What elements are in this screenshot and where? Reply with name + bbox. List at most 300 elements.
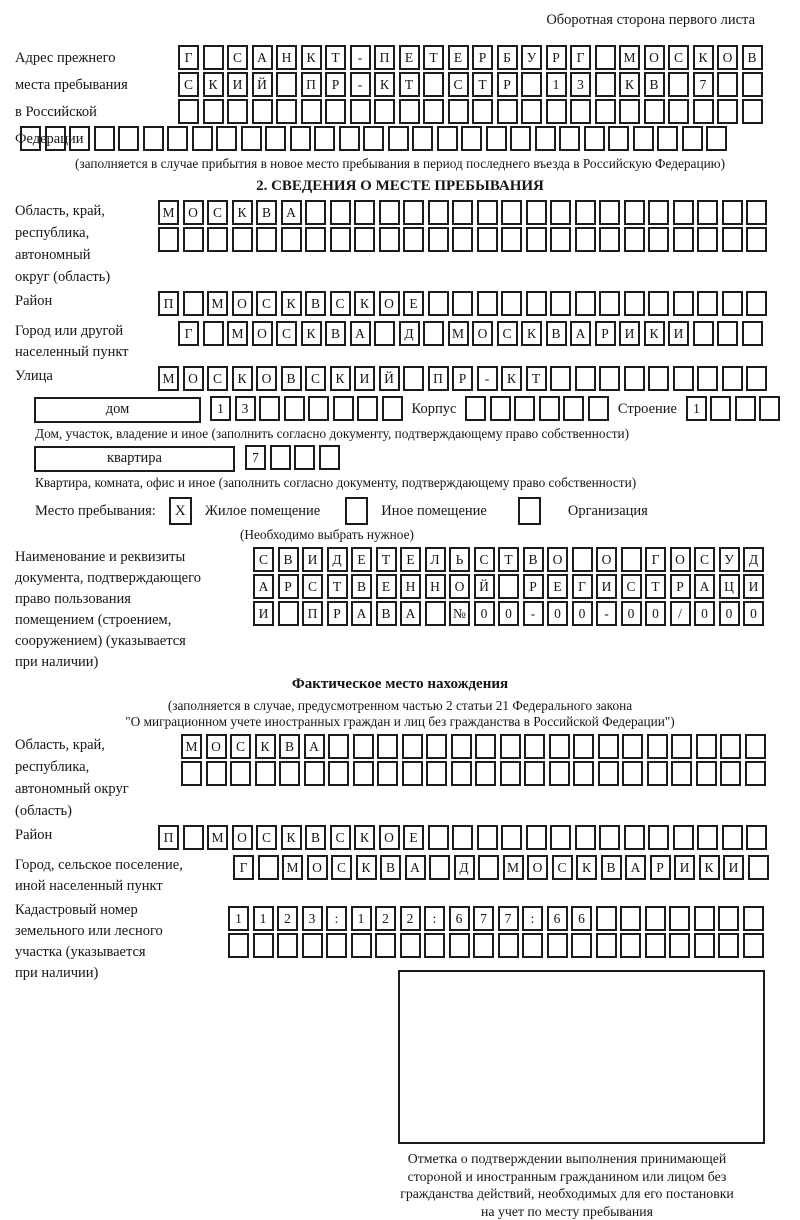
char-box[interactable] [302, 933, 323, 958]
char-box[interactable] [424, 933, 445, 958]
char-box[interactable] [595, 45, 616, 70]
char-box[interactable]: : [424, 906, 445, 931]
char-box[interactable] [619, 99, 640, 124]
char-box[interactable] [354, 200, 375, 225]
char-box[interactable]: Н [276, 45, 297, 70]
char-box[interactable] [697, 366, 718, 391]
char-box[interactable] [624, 366, 645, 391]
char-box[interactable] [539, 396, 560, 421]
char-box[interactable]: К [330, 366, 351, 391]
char-box[interactable]: 0 [645, 601, 666, 626]
char-box[interactable] [452, 200, 473, 225]
char-box[interactable] [278, 601, 299, 626]
char-box[interactable] [526, 825, 547, 850]
char-box[interactable]: К [354, 291, 375, 316]
char-box[interactable]: 3 [235, 396, 256, 421]
char-box[interactable]: К [203, 72, 224, 97]
char-box[interactable] [706, 126, 727, 151]
char-box[interactable]: В [523, 547, 544, 572]
char-box[interactable]: А [304, 734, 325, 759]
char-box[interactable] [426, 761, 447, 786]
char-box[interactable] [325, 99, 346, 124]
char-box[interactable]: И [674, 855, 695, 880]
char-box[interactable] [648, 200, 669, 225]
char-box[interactable] [550, 825, 571, 850]
char-box[interactable] [379, 200, 400, 225]
char-box[interactable] [745, 761, 766, 786]
char-box[interactable] [319, 445, 340, 470]
char-box[interactable]: С [207, 366, 228, 391]
char-box[interactable] [374, 99, 395, 124]
dom-type-box[interactable]: дом [34, 397, 201, 423]
char-box[interactable] [717, 72, 738, 97]
char-box[interactable]: Г [178, 45, 199, 70]
char-box[interactable] [550, 200, 571, 225]
char-box[interactable] [500, 761, 521, 786]
char-box[interactable]: - [523, 601, 544, 626]
char-box[interactable] [118, 126, 139, 151]
char-box[interactable]: Е [448, 45, 469, 70]
char-box[interactable]: 7 [498, 906, 519, 931]
char-box[interactable]: Г [572, 574, 593, 599]
char-box[interactable]: Д [743, 547, 764, 572]
char-box[interactable] [599, 825, 620, 850]
char-box[interactable] [748, 855, 769, 880]
char-box[interactable]: А [400, 601, 421, 626]
char-box[interactable] [598, 761, 619, 786]
char-box[interactable]: 3 [302, 906, 323, 931]
char-box[interactable]: 1 [210, 396, 231, 421]
char-box[interactable] [697, 291, 718, 316]
char-box[interactable] [599, 366, 620, 391]
char-box[interactable]: М [207, 825, 228, 850]
char-box[interactable]: С [302, 574, 323, 599]
char-box[interactable] [647, 761, 668, 786]
char-box[interactable]: Г [178, 321, 199, 346]
char-box[interactable] [473, 933, 494, 958]
char-box[interactable] [501, 825, 522, 850]
char-box[interactable]: М [207, 291, 228, 316]
char-box[interactable]: Р [452, 366, 473, 391]
char-box[interactable] [673, 227, 694, 252]
char-box[interactable] [722, 291, 743, 316]
char-box[interactable] [571, 933, 592, 958]
char-box[interactable] [717, 99, 738, 124]
char-box[interactable]: П [428, 366, 449, 391]
char-box[interactable] [412, 126, 433, 151]
char-box[interactable]: М [619, 45, 640, 70]
char-box[interactable]: К [356, 855, 377, 880]
char-box[interactable] [377, 734, 398, 759]
char-box[interactable]: 1 [228, 906, 249, 931]
char-box[interactable] [284, 396, 305, 421]
char-box[interactable]: С [448, 72, 469, 97]
char-box[interactable] [388, 126, 409, 151]
char-box[interactable] [183, 825, 204, 850]
char-box[interactable] [549, 734, 570, 759]
char-box[interactable]: К [501, 366, 522, 391]
char-box[interactable] [203, 99, 224, 124]
char-box[interactable] [326, 933, 347, 958]
char-box[interactable]: 1 [253, 906, 274, 931]
char-box[interactable] [742, 321, 763, 346]
char-box[interactable]: О [379, 825, 400, 850]
char-box[interactable]: В [325, 321, 346, 346]
char-box[interactable]: К [301, 321, 322, 346]
char-box[interactable]: М [158, 366, 179, 391]
char-box[interactable]: К [354, 825, 375, 850]
char-box[interactable] [718, 906, 739, 931]
char-box[interactable]: Е [400, 547, 421, 572]
char-box[interactable] [452, 227, 473, 252]
char-box[interactable] [550, 366, 571, 391]
char-box[interactable]: О [527, 855, 548, 880]
char-box[interactable]: И [668, 321, 689, 346]
char-box[interactable] [279, 761, 300, 786]
char-box[interactable]: О [644, 45, 665, 70]
char-box[interactable]: С [305, 366, 326, 391]
char-box[interactable]: В [351, 574, 372, 599]
char-box[interactable]: С [276, 321, 297, 346]
char-box[interactable]: 7 [473, 906, 494, 931]
char-box[interactable]: Д [454, 855, 475, 880]
char-box[interactable] [547, 933, 568, 958]
char-box[interactable] [305, 227, 326, 252]
char-box[interactable] [437, 126, 458, 151]
char-box[interactable]: Р [595, 321, 616, 346]
char-box[interactable]: В [644, 72, 665, 97]
char-box[interactable] [230, 761, 251, 786]
char-box[interactable] [620, 933, 641, 958]
char-box[interactable] [423, 72, 444, 97]
char-box[interactable] [465, 396, 486, 421]
char-box[interactable] [382, 396, 403, 421]
char-box[interactable] [745, 734, 766, 759]
char-box[interactable] [374, 321, 395, 346]
char-box[interactable] [673, 291, 694, 316]
char-box[interactable] [697, 825, 718, 850]
char-box[interactable]: 1 [686, 396, 707, 421]
char-box[interactable] [644, 99, 665, 124]
char-box[interactable]: О [256, 366, 277, 391]
char-box[interactable] [192, 126, 213, 151]
char-box[interactable]: О [547, 547, 568, 572]
char-box[interactable]: Л [425, 547, 446, 572]
char-box[interactable]: С [178, 72, 199, 97]
char-box[interactable] [510, 126, 531, 151]
char-box[interactable]: Т [526, 366, 547, 391]
char-box[interactable] [252, 99, 273, 124]
char-box[interactable]: Р [472, 45, 493, 70]
char-box[interactable] [633, 126, 654, 151]
char-box[interactable] [206, 761, 227, 786]
char-box[interactable] [498, 574, 519, 599]
char-box[interactable] [694, 906, 715, 931]
char-box[interactable] [550, 227, 571, 252]
char-box[interactable] [403, 227, 424, 252]
char-box[interactable]: Е [403, 825, 424, 850]
char-box[interactable]: К [255, 734, 276, 759]
char-box[interactable] [521, 99, 542, 124]
char-box[interactable] [256, 227, 277, 252]
char-box[interactable]: И [253, 601, 274, 626]
char-box[interactable] [599, 291, 620, 316]
char-box[interactable] [377, 761, 398, 786]
char-box[interactable] [746, 200, 767, 225]
char-box[interactable] [697, 227, 718, 252]
char-box[interactable]: В [380, 855, 401, 880]
char-box[interactable] [402, 761, 423, 786]
char-box[interactable] [203, 45, 224, 70]
char-box[interactable] [526, 291, 547, 316]
char-box[interactable]: П [301, 72, 322, 97]
char-box[interactable] [402, 734, 423, 759]
char-box[interactable]: Е [376, 574, 397, 599]
char-box[interactable]: О [449, 574, 470, 599]
char-box[interactable] [624, 200, 645, 225]
char-box[interactable] [425, 601, 446, 626]
char-box[interactable] [478, 855, 499, 880]
char-box[interactable] [45, 126, 66, 151]
char-box[interactable] [330, 200, 351, 225]
char-box[interactable] [203, 321, 224, 346]
char-box[interactable]: У [719, 547, 740, 572]
char-box[interactable] [524, 761, 545, 786]
char-box[interactable]: Б [497, 45, 518, 70]
char-box[interactable] [452, 825, 473, 850]
char-box[interactable] [645, 933, 666, 958]
char-box[interactable] [158, 227, 179, 252]
char-box[interactable]: П [302, 601, 323, 626]
char-box[interactable] [696, 761, 717, 786]
char-box[interactable] [657, 126, 678, 151]
char-box[interactable] [497, 99, 518, 124]
char-box[interactable] [375, 933, 396, 958]
char-box[interactable] [477, 200, 498, 225]
char-box[interactable] [648, 825, 669, 850]
char-box[interactable] [746, 227, 767, 252]
char-box[interactable]: Р [670, 574, 691, 599]
char-box[interactable]: К [693, 45, 714, 70]
char-box[interactable] [216, 126, 237, 151]
char-box[interactable]: К [232, 200, 253, 225]
char-box[interactable]: И [227, 72, 248, 97]
char-box[interactable]: В [376, 601, 397, 626]
char-box[interactable] [232, 227, 253, 252]
char-box[interactable]: 0 [572, 601, 593, 626]
char-box[interactable]: Т [498, 547, 519, 572]
char-box[interactable] [304, 761, 325, 786]
char-box[interactable] [428, 825, 449, 850]
char-box[interactable]: М [181, 734, 202, 759]
char-box[interactable]: С [230, 734, 251, 759]
char-box[interactable] [599, 227, 620, 252]
char-box[interactable]: С [552, 855, 573, 880]
char-box[interactable]: У [521, 45, 542, 70]
char-box[interactable] [559, 126, 580, 151]
char-box[interactable] [181, 761, 202, 786]
char-box[interactable] [710, 396, 731, 421]
char-box[interactable]: Г [233, 855, 254, 880]
char-box[interactable]: А [252, 45, 273, 70]
char-box[interactable]: В [305, 291, 326, 316]
char-box[interactable] [265, 126, 286, 151]
char-box[interactable] [20, 126, 41, 151]
char-box[interactable]: А [281, 200, 302, 225]
char-box[interactable] [588, 396, 609, 421]
char-box[interactable]: - [596, 601, 617, 626]
char-box[interactable] [735, 396, 756, 421]
char-box[interactable]: С [330, 291, 351, 316]
char-box[interactable]: С [330, 825, 351, 850]
char-box[interactable]: Т [472, 72, 493, 97]
char-box[interactable]: Е [403, 291, 424, 316]
char-box[interactable] [720, 761, 741, 786]
char-box[interactable]: 6 [571, 906, 592, 931]
char-box[interactable]: К [301, 45, 322, 70]
char-box[interactable] [353, 761, 374, 786]
char-box[interactable] [353, 734, 374, 759]
char-box[interactable] [546, 99, 567, 124]
char-box[interactable]: С [668, 45, 689, 70]
char-box[interactable] [253, 933, 274, 958]
char-box[interactable] [573, 761, 594, 786]
char-box[interactable] [403, 366, 424, 391]
char-box[interactable]: К [644, 321, 665, 346]
char-box[interactable] [461, 126, 482, 151]
char-box[interactable]: О [206, 734, 227, 759]
char-box[interactable] [693, 99, 714, 124]
char-box[interactable] [330, 227, 351, 252]
char-box[interactable] [451, 761, 472, 786]
char-box[interactable]: М [282, 855, 303, 880]
residence-type-checkbox-zhiloe[interactable]: X [169, 497, 192, 525]
char-box[interactable]: - [477, 366, 498, 391]
char-box[interactable]: 6 [449, 906, 470, 931]
char-box[interactable] [599, 200, 620, 225]
char-box[interactable]: 0 [694, 601, 715, 626]
char-box[interactable]: С [497, 321, 518, 346]
char-box[interactable]: Т [325, 45, 346, 70]
char-box[interactable] [308, 396, 329, 421]
char-box[interactable] [595, 72, 616, 97]
char-box[interactable]: Р [546, 45, 567, 70]
char-box[interactable] [647, 734, 668, 759]
char-box[interactable]: О [717, 45, 738, 70]
char-box[interactable] [403, 200, 424, 225]
char-box[interactable]: А [253, 574, 274, 599]
char-box[interactable]: Н [425, 574, 446, 599]
char-box[interactable] [290, 126, 311, 151]
char-box[interactable] [183, 291, 204, 316]
char-box[interactable] [669, 906, 690, 931]
char-box[interactable] [608, 126, 629, 151]
char-box[interactable] [648, 291, 669, 316]
char-box[interactable]: 0 [621, 601, 642, 626]
char-box[interactable]: С [474, 547, 495, 572]
char-box[interactable]: Т [327, 574, 348, 599]
char-box[interactable]: 0 [498, 601, 519, 626]
char-box[interactable] [227, 99, 248, 124]
char-box[interactable] [722, 825, 743, 850]
char-box[interactable] [645, 906, 666, 931]
char-box[interactable] [598, 734, 619, 759]
char-box[interactable]: 2 [375, 906, 396, 931]
char-box[interactable]: 1 [351, 906, 372, 931]
char-box[interactable] [501, 291, 522, 316]
char-box[interactable]: О [307, 855, 328, 880]
char-box[interactable]: - [350, 45, 371, 70]
char-box[interactable]: Т [645, 574, 666, 599]
char-box[interactable] [570, 99, 591, 124]
char-box[interactable] [624, 227, 645, 252]
char-box[interactable] [276, 72, 297, 97]
char-box[interactable] [521, 72, 542, 97]
char-box[interactable]: К [619, 72, 640, 97]
char-box[interactable] [742, 72, 763, 97]
char-box[interactable] [722, 227, 743, 252]
char-box[interactable]: С [256, 825, 277, 850]
char-box[interactable]: Р [650, 855, 671, 880]
char-box[interactable] [563, 396, 584, 421]
char-box[interactable] [276, 99, 297, 124]
char-box[interactable]: А [570, 321, 591, 346]
char-box[interactable] [477, 227, 498, 252]
char-box[interactable]: О [670, 547, 691, 572]
char-box[interactable] [167, 126, 188, 151]
char-box[interactable]: Ц [719, 574, 740, 599]
char-box[interactable]: В [256, 200, 277, 225]
char-box[interactable]: О [379, 291, 400, 316]
char-box[interactable]: 2 [277, 906, 298, 931]
char-box[interactable] [693, 321, 714, 346]
char-box[interactable] [277, 933, 298, 958]
char-box[interactable]: И [302, 547, 323, 572]
char-box[interactable] [477, 291, 498, 316]
char-box[interactable]: Р [278, 574, 299, 599]
char-box[interactable]: Ь [449, 547, 470, 572]
char-box[interactable]: 1 [546, 72, 567, 97]
char-box[interactable] [673, 366, 694, 391]
char-box[interactable]: О [252, 321, 273, 346]
char-box[interactable] [351, 933, 372, 958]
char-box[interactable] [526, 227, 547, 252]
char-box[interactable]: В [278, 547, 299, 572]
char-box[interactable] [572, 547, 593, 572]
char-box[interactable]: К [232, 366, 253, 391]
char-box[interactable]: Е [547, 574, 568, 599]
char-box[interactable]: № [449, 601, 470, 626]
char-box[interactable]: Т [376, 547, 397, 572]
char-box[interactable]: 2 [400, 906, 421, 931]
char-box[interactable]: 0 [719, 601, 740, 626]
char-box[interactable] [399, 99, 420, 124]
char-box[interactable] [575, 366, 596, 391]
char-box[interactable]: Р [497, 72, 518, 97]
char-box[interactable] [350, 99, 371, 124]
char-box[interactable] [400, 933, 421, 958]
char-box[interactable]: И [354, 366, 375, 391]
char-box[interactable]: К [521, 321, 542, 346]
char-box[interactable] [682, 126, 703, 151]
char-box[interactable]: Д [327, 547, 348, 572]
char-box[interactable] [697, 200, 718, 225]
kvartira-type-box[interactable]: квартира [34, 446, 235, 472]
char-box[interactable]: Г [645, 547, 666, 572]
char-box[interactable] [314, 126, 335, 151]
char-box[interactable] [207, 227, 228, 252]
char-box[interactable] [451, 734, 472, 759]
